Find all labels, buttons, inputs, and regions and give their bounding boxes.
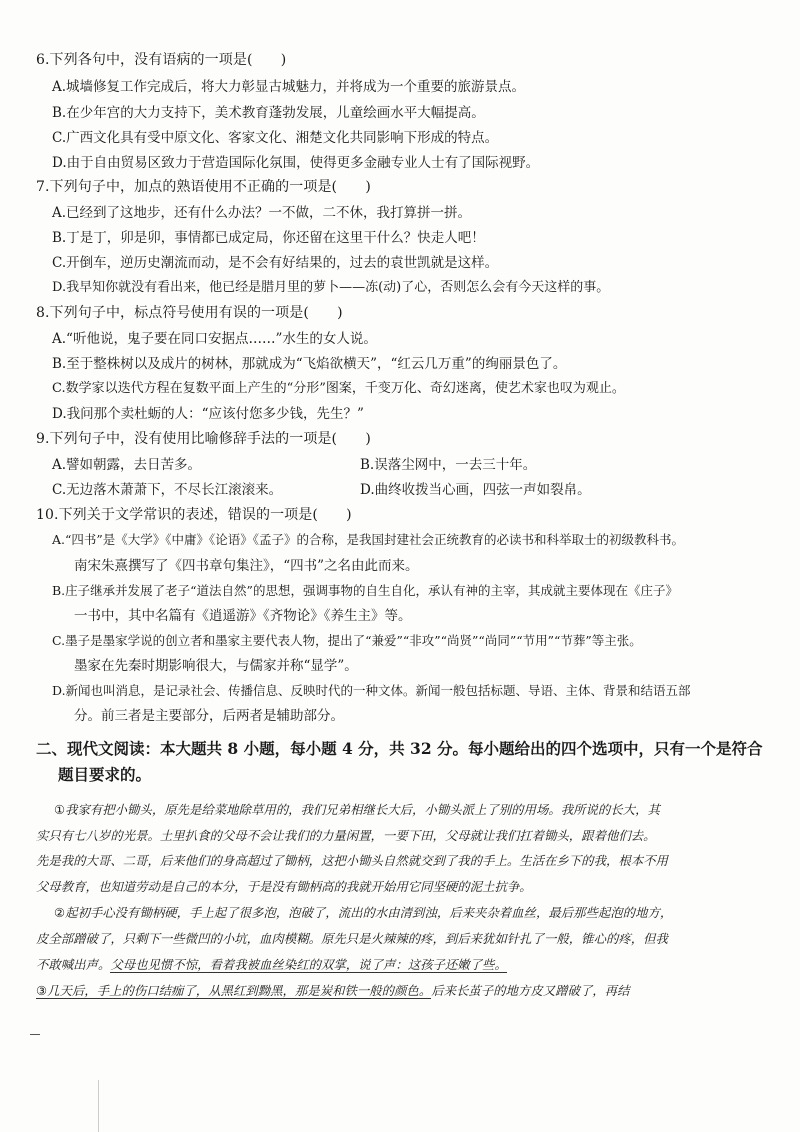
passage-p3-line1-rest: 后来长茧子的地方皮又蹭破了，再结 <box>431 983 630 998</box>
q10-option-b-line2: 一书中，其中名篇有《逍遥游》《齐物论》《养生主》等。 <box>74 608 412 624</box>
passage-p3-line1 <box>36 981 629 1001</box>
q9-stem: 9.下列句子中，没有使用比喻修辞手法的一项是( ) <box>36 431 371 447</box>
q10-option-d-line1: D.新闻也叫消息，是记录社会、传播信息、反映时代的一种文体。新闻一般包括标题、导语、主体、背景和结语五部 <box>52 683 691 698</box>
q7-option-b: B.丁是丁，卯是卯，事情都已成定局，你还留在这里干什么？快走人吧！ <box>52 230 485 246</box>
q9-option-d: D.曲终收拨当心画，四弦一声如裂帛。 <box>360 482 591 498</box>
q9-option-a: A.譬如朝露，去日苦多。 <box>52 457 202 473</box>
passage-p2-line2: 皮全部蹭破了，只剩下一些微凹的小坑，血肉模糊。原先只是火辣辣的疼，到后来犹如针扎了一般，锥心的疼，但我 <box>36 931 668 946</box>
q6-option-b: B.在少年宫的大力支持下，美术教育蓬勃发展，儿童绘画水平大幅提高。 <box>52 105 485 121</box>
q10-option-a-line1: A.“四书”是《大学》《中庸》《论语》《孟子》的合称，是我国封建社会正统教育的必读书和科举取士的初级教科书。 <box>52 532 685 547</box>
scan-mark-dash <box>30 1034 40 1035</box>
q7-option-d: D.我早知你就没有看出来，他已经是腊月里的萝卜——冻(动)了心，否则怎么会有今天这样的事。 <box>52 280 610 295</box>
q10-stem: 10.下列关于文学常识的表述，错误的一项是( ) <box>36 507 352 523</box>
q6-stem: 6.下列各句中，没有语病的一项是( ) <box>36 52 287 68</box>
q9-option-b: B.误落尘网中，一去三十年。 <box>360 457 537 473</box>
q8-option-b: B.至于整株树以及成片的树林，那就成为“飞焰欲横天”，“红云几万重”的绚丽景色了。 <box>52 356 567 372</box>
passage-p2-line3-start: 不敢喊出声。 <box>36 957 111 972</box>
q7-stem: 7.下列句子中，加点的熟语使用不正确的一项是( ) <box>36 179 371 195</box>
passage-p1-line4: 父母教育，也知道劳动是自己的本分，于是没有锄柄高的我就开始用它同坚硬的泥土抗争。 <box>36 879 532 894</box>
passage-p1-line1: ①我家有把小锄头，原先是给菜地除草用的，我们兄弟相继长大后，小锄头派上了别的用场。我所说的长大，其 <box>54 802 660 817</box>
q10-option-b-line1: B.庄子继承并发展了老子“道法自然”的思想，强调事物的自生自化，承认有神的主宰，其成就主要体现在《庄子》 <box>52 583 678 598</box>
q8-stem: 8.下列句子中，标点符号使用有误的一项是( ) <box>36 305 343 321</box>
q9-option-c: C.无边落木萧萧下，不尽长江滚滚来。 <box>52 482 283 498</box>
q7-option-c: C.开倒车，逆历史潮流而动，是不会有好结果的，过去的袁世凯就是这样。 <box>52 255 499 271</box>
q8-option-d: D.我问那个卖杜蛎的人：“应该付您多少钱，先生？” <box>52 406 364 422</box>
scan-mark-line <box>98 1080 99 1132</box>
section2-heading-line2: 题目要求的。 <box>58 765 152 784</box>
passage-p3-underlined-sentence: ③几天后，手上的伤口结痂了，从黑红到黝黑，那是炭和铁一般的颜色。 <box>36 983 432 998</box>
q6-option-d: D.由于自由贸易区致力于营造国际化氛围，使得更多金融专业人士有了国际视野。 <box>52 155 540 171</box>
q7-option-a: A.已经到了这地步，还有什么办法？一不做，二不休，我打算拼一拼。 <box>52 205 472 221</box>
passage-p2-line3 <box>36 955 507 975</box>
passage-p1-line2: 实只有七八岁的光景。土里扒食的父母不会让我们的力量闲置，一要下田，父母就让我们扛着锄头，跟着他们去。 <box>36 828 656 843</box>
q6-option-a: A.城墙修复工作完成后，将大力彰显古城魅力，并将成为一个重要的旅游景点。 <box>52 79 526 95</box>
q10-option-a-line2: 南宋朱熹撰写了《四书章句集注》，“四书”之名由此而来。 <box>74 558 419 574</box>
q10-option-c-line2: 墨家在先秦时期影响很大，与儒家并称“显学”。 <box>74 658 358 674</box>
q8-option-c: C.数学家以迭代方程在复数平面上产生的“分形”图案，千变万化、奇幻迷离，使艺术家也叹为观止。 <box>52 381 625 396</box>
q10-option-c-line1: C.墨子是墨家学说的创立者和墨家主要代表人物，提出了“兼爱”“非攻”“尚贤”“尚同”“节用”“节葬”等主张。 <box>52 633 642 648</box>
section2-heading-line1: 二、现代文阅读：本大题共 8 小题，每小题 4 分，共 32 分。每小题给出的四个选项中，只有一个是符合 <box>36 739 763 758</box>
q6-option-c: C.广西文化具有受中原文化、客家文化、湘楚文化共同影响下形成的特点。 <box>52 130 499 146</box>
q8-option-a: A.“听他说，鬼子要在同口安据点……”水生的女人说。 <box>52 331 377 347</box>
q10-option-d-line2: 分。前三者是主要部分，后两者是辅助部分。 <box>74 708 344 724</box>
passage-p2-line1: ②起初手心没有锄柄硬，手上起了很多泡，泡破了，流出的水由清到浊，后来夹杂着血丝，最后那些起泡的地方， <box>54 905 673 920</box>
passage-p1-line3: 先是我的大哥、二哥，后来他们的身高超过了锄柄，这把小锄头自然就交到了我的手上。生活在乡下的我，根本不用 <box>36 853 668 868</box>
passage-p2-underlined-sentence: 父母也见惯不惊，看着我被血丝染红的双掌，说了声：这孩子还嫩了些。 <box>110 957 507 972</box>
